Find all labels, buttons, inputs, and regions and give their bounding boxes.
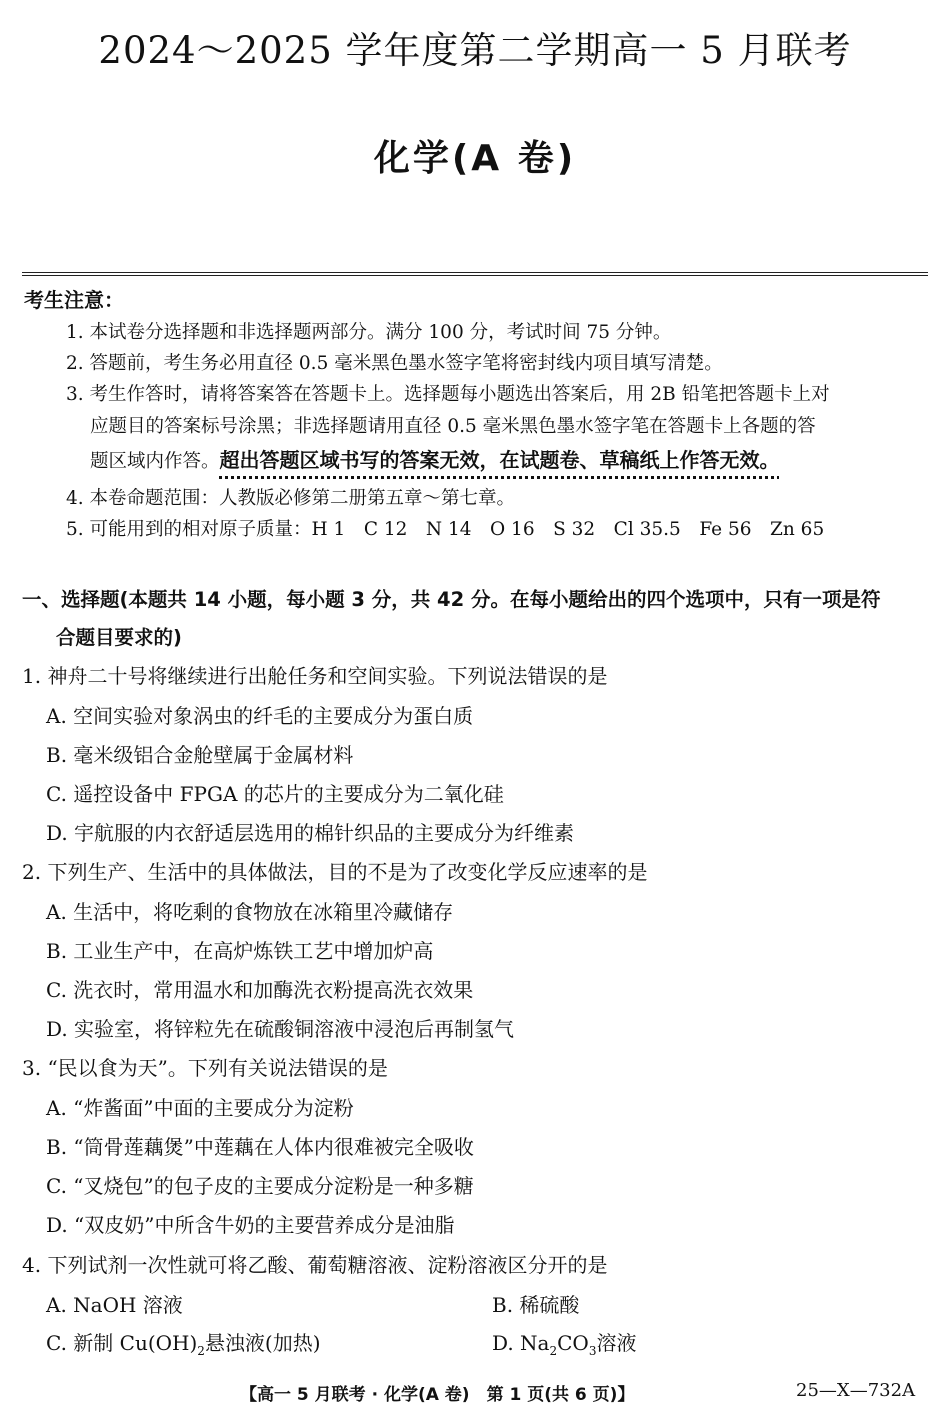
exam-subtitle: 化学(A 卷) [373, 138, 577, 179]
notice-item-2: 2. 答题前，考生务必用直径 0.5 毫米黑色墨水签字笔将密封线内项目填写清楚。 [66, 353, 723, 374]
notice-item-5: 5. 可能用到的相对原子质量：H 1 C 12 N 14 O 16 S 32 Cl 35.5 Fe 56 Zn 65 [66, 519, 825, 540]
divider-line-inner [22, 275, 928, 276]
question-4-option-c [46, 1327, 321, 1358]
question-4-stem: 4. 下列试剂一次性就可将乙酸、葡萄糖溶液、淀粉溶液区分开的是 [22, 1253, 608, 1277]
exam-title: 2024～2025 学年度第二学期高一 5 月联考 [98, 29, 852, 72]
notice-item-4: 4. 本卷命题范围：人教版必修第二册第五章～第七章。 [66, 488, 516, 509]
footer-exam-code: 25—X—732A [796, 1380, 916, 1401]
question-1-option-b: B. 毫米级铝合金舱壁属于金属材料 [46, 743, 354, 767]
notice-item-3-end-text: 题区域内作答。 [90, 451, 220, 472]
question-2-option-c: C. 洗衣时，常用温水和加酶洗衣粉提高洗衣效果 [46, 978, 474, 1002]
notice-item-3: 3. 考生作答时，请将答案答在答题卡上。选择题每小题选出答案后，用 2B 铅笔把答题卡上对 [66, 384, 830, 405]
option-c-formula: C. 新制 Cu(OH) [46, 1331, 198, 1355]
option-d-formula: CO [557, 1331, 589, 1355]
divider-line [22, 272, 928, 273]
question-3-option-c: C. “叉烧包”的包子皮的主要成分淀粉是一种多糖 [46, 1174, 474, 1198]
question-4-option-d [492, 1327, 636, 1358]
question-1-option-c: C. 遥控设备中 FPGA 的芯片的主要成分为二氧化硅 [46, 782, 504, 806]
option-d-subscript-2: 3 [588, 1344, 597, 1358]
question-3-option-a: A. “炸酱面”中面的主要成分为淀粉 [46, 1096, 354, 1120]
question-2-option-b: B. 工业生产中，在高炉炼铁工艺中增加炉高 [46, 939, 434, 963]
question-3-option-d: D. “双皮奶”中所含牛奶的主要营养成分是油脂 [46, 1213, 455, 1237]
section-heading-line1: 一、选择题(本题共 14 小题，每小题 3 分，共 42 分。在每小题给出的四个选项中，只有一项是符 [22, 588, 881, 611]
option-d-subscript-1: 2 [549, 1344, 558, 1358]
question-3-option-b: B. “筒骨莲藕煲”中莲藕在人体内很难被完全吸收 [46, 1135, 474, 1159]
section-heading-line2: 合题目要求的) [56, 626, 182, 649]
notice-emphasis: 超出答题区域书写的答案无效，在试题卷、草稿纸上作答无效。 [219, 448, 780, 472]
notice-item-3-cont: 应题目的答案标号涂黑；非选择题请用直径 0.5 毫米黑色墨水签字笔在答题卡上各题的答 [90, 416, 816, 437]
option-c-subscript: 2 [197, 1344, 205, 1358]
option-c-suffix: 悬浊液(加热) [204, 1331, 321, 1355]
option-d-prefix: D. Na [492, 1331, 550, 1355]
question-2-stem: 2. 下列生产、生活中的具体做法，目的不是为了改变化学反应速率的是 [22, 860, 648, 884]
notice-item-3-end [90, 444, 780, 473]
question-1-option-d: D. 宇航服的内衣舒适层选用的棉针织品的主要成分为纤维素 [46, 821, 575, 845]
question-1-option-a: A. 空间实验对象涡虫的纤毛的主要成分为蛋白质 [46, 704, 474, 728]
notice-heading: 考生注意： [24, 288, 124, 312]
question-2-option-d: D. 实验室，将锌粒先在硫酸铜溶液中浸泡后再制氢气 [46, 1017, 515, 1041]
question-3-stem: 3. “民以食为天”。下列有关说法错误的是 [22, 1056, 388, 1080]
question-2-option-a: A. 生活中，将吃剩的食物放在冰箱里冷藏储存 [46, 900, 454, 924]
question-1-stem: 1. 神舟二十号将继续进行出舱任务和空间实验。下列说法错误的是 [22, 664, 608, 688]
question-4-option-b: B. 稀硫酸 [492, 1293, 580, 1317]
question-4-option-a: A. NaOH 溶液 [46, 1293, 183, 1317]
notice-item-1: 1. 本试卷分选择题和非选择题两部分。满分 100 分，考试时间 75 分钟。 [66, 322, 672, 343]
option-d-suffix: 溶液 [596, 1331, 637, 1355]
footer-page-info: 【高一 5 月联考 · 化学(A 卷) 第 1 页(共 6 页)】 [240, 1385, 635, 1405]
